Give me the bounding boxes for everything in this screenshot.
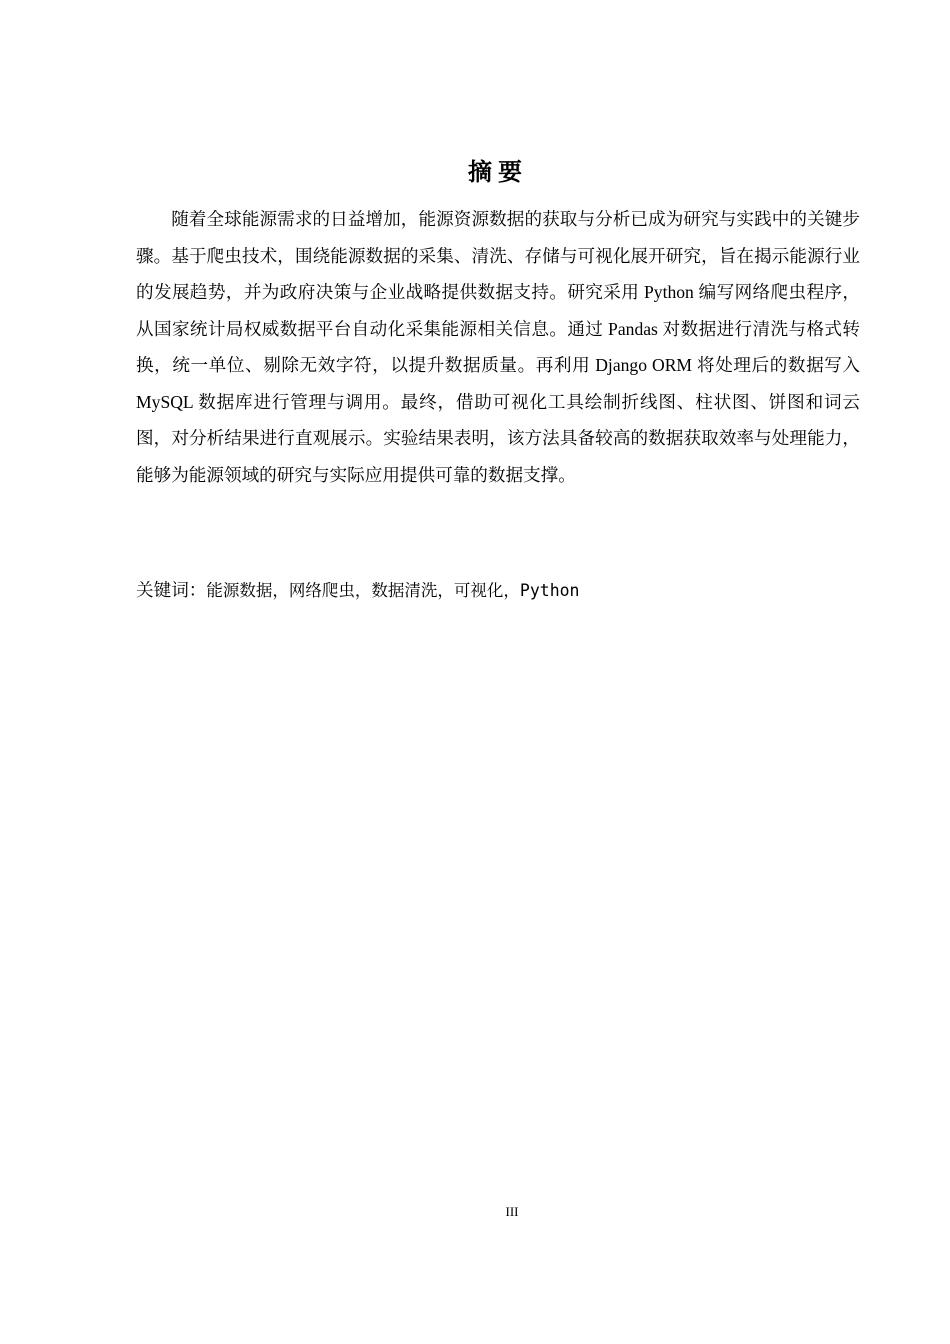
keywords-values: 能源数据，网络爬虫，数据清洗，可视化，Python xyxy=(206,581,580,600)
keywords-label: 关键词： xyxy=(136,580,207,600)
abstract-body: 随着全球能源需求的日益增加，能源资源数据的获取与分析已成为研究与实践中的关键步骤。基于爬虫技术，围绕能源数据的采集、清洗、存储与可视化展开研究，旨在揭示能源行业的发展趋势，并为政府决策与企业战略提供数据支持。研究采用 Python 编写网络爬虫程序，从国家统计局权威数据平台自动化采集能源相关信息。通过 Pandas 对数据进行清洗与格式转换，统一单位、剔除无效字符，以提升数据质量。再利用 Django ORM 将处理后的数据写入 MySQL 数据库进行管理与调用。最终，借助可视化工具绘制折线图、柱状图、饼图和词云图，对分析结果进行直观展示。实验结果表明，该方法具备较高的数据获取效率与处理能力，能够为能源领域的研究与实际应用提供可靠的数据支撑。 xyxy=(136,209,860,485)
page-number: III xyxy=(505,1204,519,1219)
abstract-title: 摘要 xyxy=(468,158,528,186)
keywords-line xyxy=(136,573,860,608)
